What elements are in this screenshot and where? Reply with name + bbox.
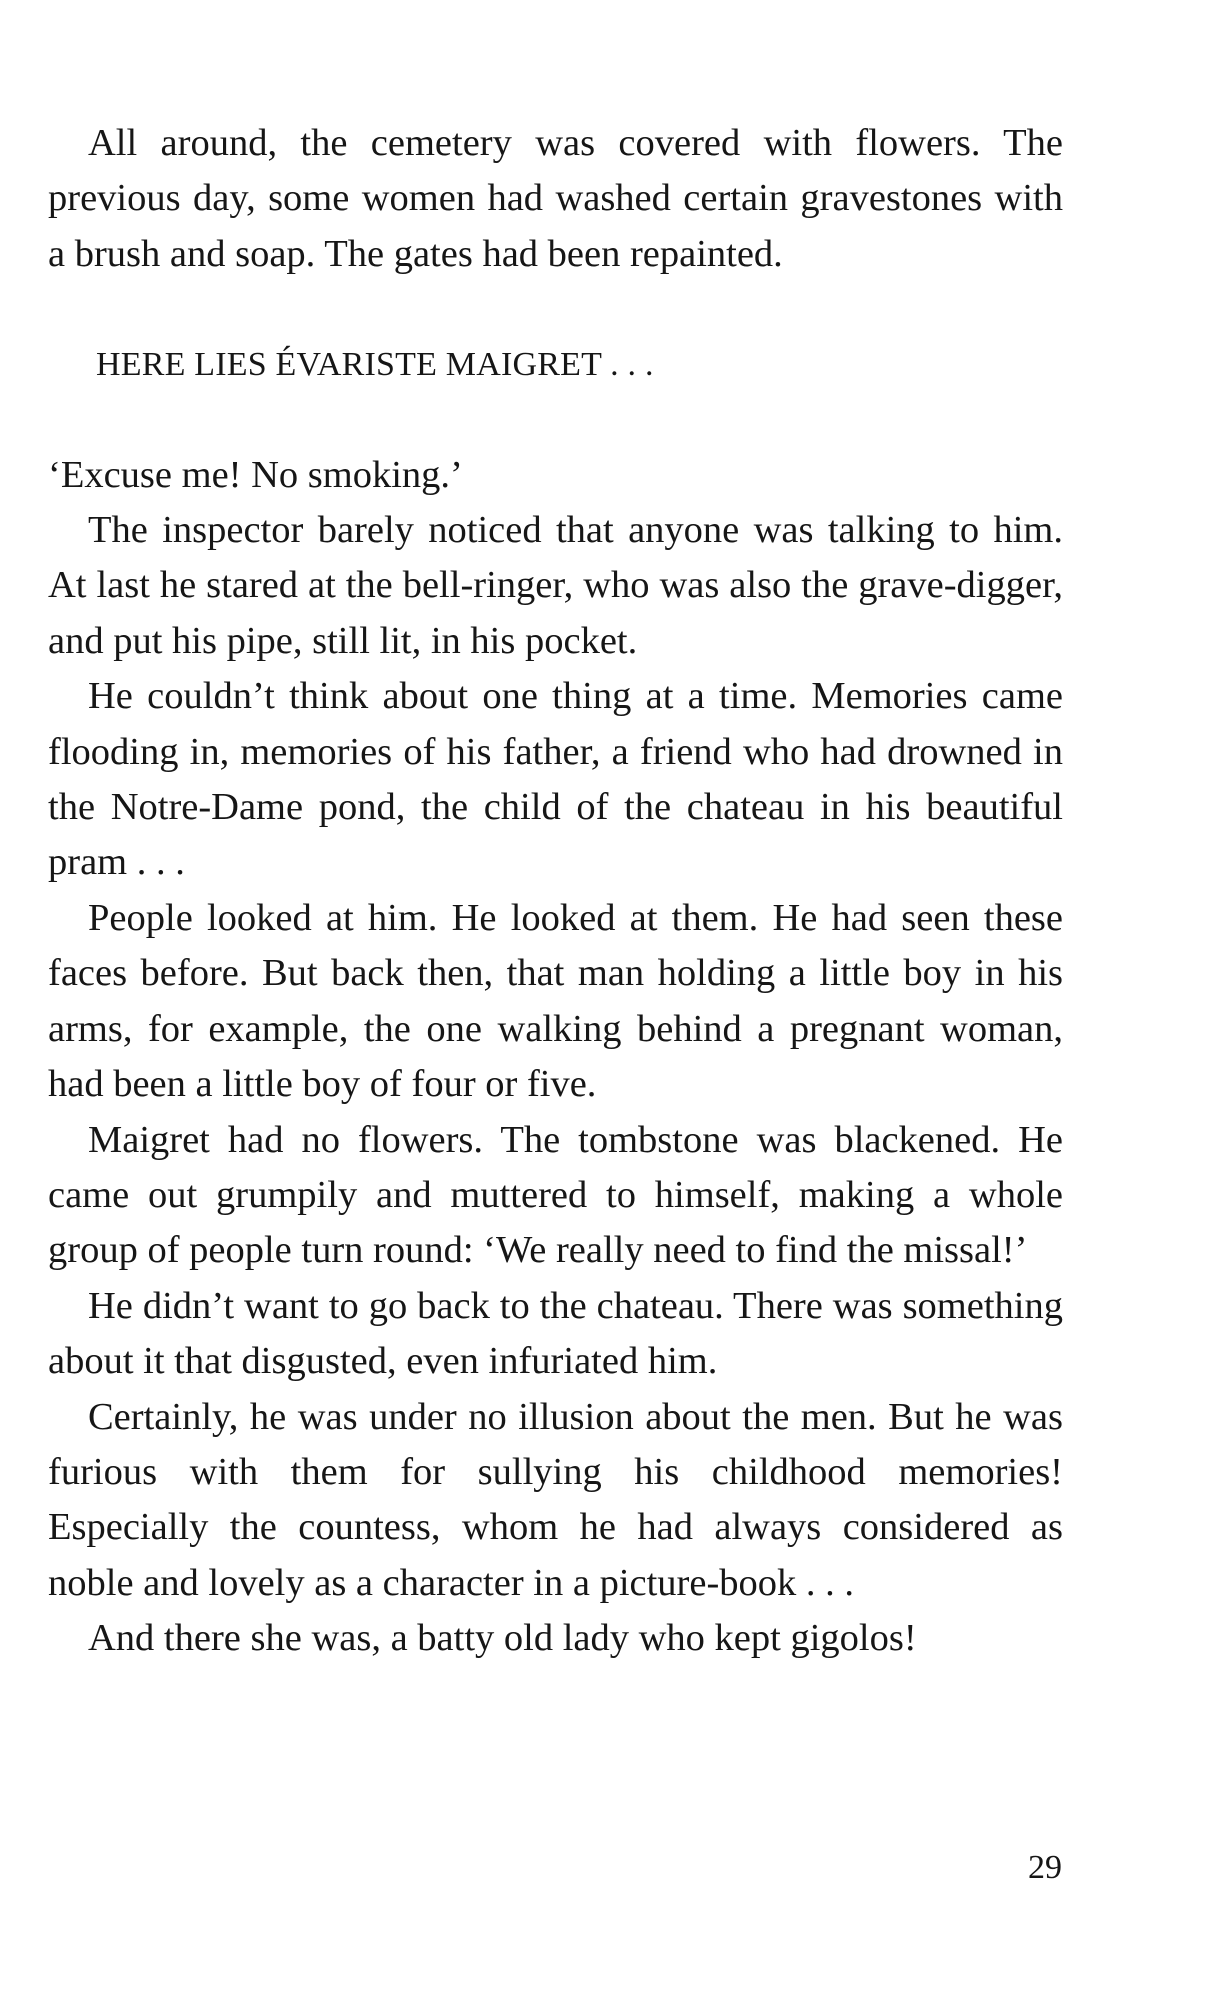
section-gap (48, 393, 1063, 448)
paragraph-inspector: The inspector barely noticed that anyone was talking to him. At last he stared at the bell-ringer, who was also the grave-digger, and put his pipe, still lit, in his pocket. (48, 509, 1063, 662)
paragraph-faces: People looked at him. He looked at them. He had seen these faces before. But back then, that man holding a little boy in his arms, for example, the one walking behind a pregnant woman, had been a little boy of four or five. (48, 896, 1063, 1106)
paragraph-countess: Certainly, he was under no illusion about the men. But he was furious with them for sullying his childhood memories! Especially the countess, whom he had always considered as noble and lovely as a character in a picture-book . . . (48, 1395, 1063, 1604)
paragraph-batty-lady: And there she was, a batty old lady who kept gigolos! (88, 1617, 917, 1660)
section-gap (48, 282, 1063, 337)
paragraph-cemetery: All around, the cemetery was covered with flowers. The previous day, some women had washed certain gravestones with a brush and soap. The gates had been repainted. (48, 122, 1063, 275)
paragraph-memories: He couldn’t think about one thing at a time. Memories came flooding in, memories of his father, a friend who had drowned in the Notre-Dame pond, the child of the chateau in his beautiful pram . . . (48, 675, 1063, 884)
gravestone-inscription: HERE LIES ÉVARISTE MAIGRET . . . (96, 346, 654, 384)
body-text (48, 116, 1063, 1667)
page-number: 29 (1028, 1849, 1062, 1886)
paragraph-no-smoking: ‘Excuse me! No smoking.’ (48, 453, 463, 496)
paragraph-tombstone: Maigret had no flowers. The tombstone was blackened. He came out grumpily and muttered to himself, making a whole group of people turn round: ‘We really need to find the missal!’ (48, 1118, 1063, 1272)
paragraph-chateau: He didn’t want to go back to the chateau. There was something about it that disgusted, even infuriated him. (48, 1284, 1063, 1383)
